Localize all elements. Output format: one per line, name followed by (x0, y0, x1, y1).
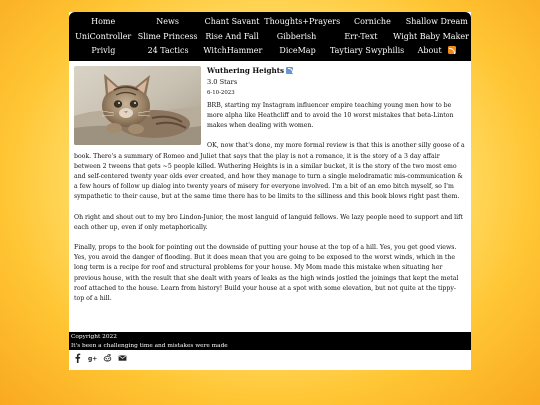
nav-slime-princess[interactable]: Slime Princess (137, 31, 198, 41)
kitten-photo (74, 66, 201, 145)
nav-news[interactable]: News (156, 17, 179, 27)
nav-taytiary-swyphilis[interactable]: Taytiary Swyphilis (329, 46, 405, 56)
nav-gibberish[interactable]: Gibberish (276, 31, 317, 41)
svg-text:g+: g+ (88, 355, 97, 363)
nav-dicemap[interactable]: DiceMap (279, 46, 316, 56)
post-content (69, 61, 471, 305)
reddit-icon[interactable] (103, 353, 112, 363)
main-navigation (69, 12, 471, 61)
nav-rise-and-fall[interactable]: Rise And Fall (205, 31, 259, 41)
nav-wight-baby-maker[interactable]: Wight Baby Maker (393, 31, 469, 41)
nav-row (71, 44, 469, 59)
nav-row (71, 15, 469, 30)
facebook-icon[interactable] (73, 353, 82, 363)
nav-corniche[interactable]: Corniche (353, 17, 391, 27)
post-paragraph: Oh right and shout out to my bro Lindon-Junior, the most languid of languid fellows. We lazy people need to support and lift each other up, even if only metaphorically. (74, 213, 463, 231)
nav-unicontroller[interactable]: UniController (75, 31, 132, 41)
nav-shallow-dream[interactable]: Shallow Dream (405, 17, 468, 27)
google-plus-icon[interactable] (88, 353, 97, 363)
rss-icon[interactable] (448, 46, 456, 54)
post-paragraph: Finally, props to the book for pointing out the downside of putting your house at the top of a hill. Yes, you get good views. Yes, you avoid the danger of flooding. But it does mean that you are going to be exposed to the worst winds, which in the long term is a recipe for roof and structural problems for your house. My Mom made this mistake when situating her previous house, with the result that she dealt with years of leaks as the high winds jostled the joinings that kept the metal roof attached to the house. Learn from history! Build your house at a spot with some elevation, but not quite at the tippy-top of a hill. (74, 243, 459, 302)
nav-witchhammer[interactable]: WitchHammer (203, 46, 263, 56)
page-container (69, 12, 471, 370)
nav-about-wrapper (404, 44, 469, 58)
site-footer (69, 332, 471, 350)
post-rating: 3.0 Stars (207, 77, 238, 86)
footer-tagline: It's been a challenging time and mistakes were made (71, 342, 228, 349)
nav-privlg[interactable]: Privlg (91, 46, 116, 56)
nav-row (71, 30, 469, 45)
post-paragraph: OK, now that's done, my more formal review is that this is another silly goose of a book. There's a summary of Romeo and Juliet that says that the play is not a romance, it is the story of a 3 day affair between 2 tweens that gets ~5 people killed. Wuthering Heights is in a similar bucket, it is the story of the two most emo and self-centered twenty year olds ever created, and how they manage to turn a single melodramatic mis-communication & a few hours of follow up dialog into twenty years of misery for everyone involved. I'm a bit of an emo bitch myself, so I'm sympathetic to their cause, but at the same time there has to be limits to the silliness and this book blows right past them. (74, 142, 465, 201)
footer-copyright: Copyright 2022 (71, 334, 117, 340)
nav-home[interactable]: Home (91, 17, 116, 27)
rss-icon[interactable] (286, 67, 293, 74)
nav-err-text[interactable]: Err-Text (344, 31, 378, 41)
post-title[interactable]: Wuthering Heights (207, 65, 285, 75)
nav-about[interactable]: About (417, 46, 442, 56)
email-icon[interactable] (118, 353, 127, 363)
post-date: 6-10-2023 (207, 89, 235, 96)
post-paragraph: BRB, starting my Instagram influencer empire teaching young men how to be more alpha like Heathcliff and to avoid the 10 worst mistakes that beta-Linton makes when dealing with women. (207, 101, 454, 130)
nav-thoughts-prayers[interactable]: Thoughts+Prayers (264, 17, 341, 27)
nav-24-tactics[interactable]: 24 Tactics (147, 46, 189, 56)
share-bar (73, 353, 127, 363)
nav-chant-savant[interactable]: Chant Savant (204, 17, 260, 27)
